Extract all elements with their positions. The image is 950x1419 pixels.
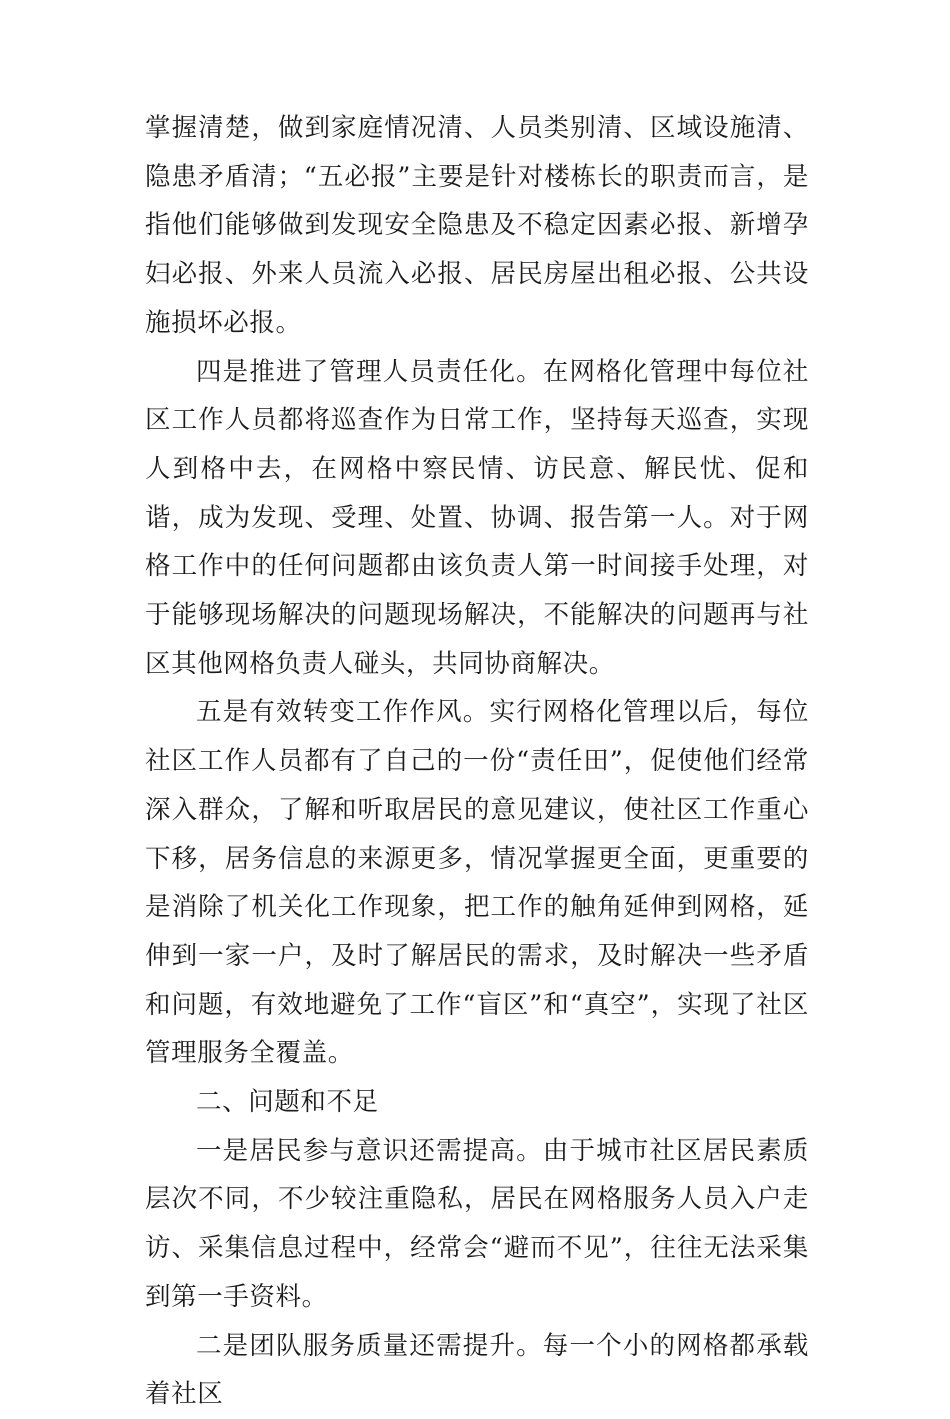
paragraph-continuation: 掌握清楚，做到家庭情况清、人员类别清、区域设施清、隐患矛盾清；“五必报”主要是针对楼栋长的职责而言，是指他们能够做到发现安全隐患及不稳定因素必报、新增孕妇必报、外来人员流入必报、居民房屋出租必报、公共设施损坏必报。	[145, 113, 809, 338]
document-body	[145, 104, 809, 1419]
section-heading-problems: 二、问题和不足	[196, 1087, 379, 1118]
paragraph-problem-two: 二是团队服务质量还需提升。每一个小的网格都承载着社区	[145, 1330, 809, 1410]
paragraph-point-four: 四是推进了管理人员责任化。在网格化管理中每位社区工作人员都将巡查作为日常工作，坚持每天巡查，实现人到格中去，在网格中察民情、访民意、解民忧、促和谐，成为发现、受理、处置、协调、报告第一人。对于网格工作中的任何问题都由该负责人第一时间接手处理，对于能够现场解决的问题现场解决，不能解决的问题再与社区其他网格负责人碰头，共同协商解决。	[145, 356, 809, 679]
paragraph-problem-one: 一是居民参与意识还需提高。由于城市社区居民素质层次不同，不少较注重隐私，居民在网格服务人员入户走访、采集信息过程中，经常会“避而不见”，往往无法采集到第一手资料。	[145, 1135, 809, 1312]
paragraph-point-five: 五是有效转变工作作风。实行网格化管理以后，每位社区工作人员都有了自己的一份“责任田”，促使他们经常深入群众，了解和听取居民的意见建议，使社区工作重心下移，居务信息的来源更多，情况掌握更全面，更重要的是消除了机关化工作现象，把工作的触角延伸到网格，延伸到一家一户，及时了解居民的需求，及时解决一些矛盾和问题，有效地避免了工作“盲区”和“真空”，实现了社区管理服务全覆盖。	[145, 697, 809, 1069]
